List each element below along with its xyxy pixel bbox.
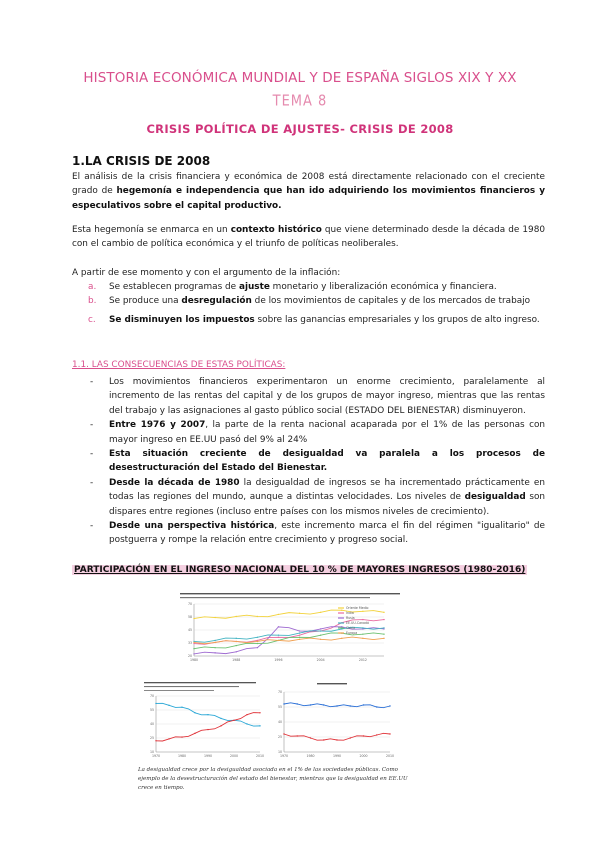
list-item-text: son dispares entre regiones (incluso entre países con los mismos niveles de crecimiento). (109, 492, 546, 517)
data-point (362, 627, 363, 628)
data-point (323, 739, 324, 740)
list-item-bold: Desde una perspectiva histórica (109, 521, 275, 532)
data-point (278, 626, 279, 627)
y-tick-label: 40 (149, 722, 154, 726)
paragraph-1 (72, 170, 545, 213)
list-item-text: monetario y liberalización económica y financiera. (269, 282, 497, 292)
x-tick-label: 1980 (306, 754, 315, 758)
y-tick-label: 70 (277, 690, 282, 694)
data-point (236, 651, 237, 652)
list-marker: - (90, 449, 94, 460)
data-point (297, 735, 298, 736)
series-line (194, 610, 384, 619)
x-tick-label: 1988 (232, 658, 241, 662)
y-tick-label: 45 (187, 628, 192, 632)
chart-header-lines (180, 593, 400, 598)
data-point (341, 626, 342, 627)
data-point (383, 619, 384, 620)
y-tick-label: 70 (149, 694, 154, 698)
y-tick-label: 25 (149, 736, 154, 740)
list-marker: - (90, 477, 94, 488)
data-point (259, 712, 260, 713)
y-tick-label: 58 (187, 615, 192, 619)
income-share-chart (180, 592, 416, 670)
data-point (320, 639, 321, 640)
x-tick-label: 1970 (279, 754, 289, 758)
legend-label: India (346, 611, 354, 616)
paragraph-2-bold: contexto histórico (230, 225, 322, 235)
data-point (383, 612, 384, 613)
paragraph-3: A partir de ese momento y con el argumento de la inflación: (72, 268, 341, 278)
list-item-bold: ajuste (238, 282, 270, 292)
data-point (220, 718, 221, 719)
data-point (257, 647, 258, 648)
data-point (383, 633, 384, 634)
x-tick-label: 2000 (359, 754, 368, 758)
list-item-text: sobre las ganancias empresariales y los grupos de alto ingreso. (254, 314, 540, 325)
data-point (236, 645, 237, 646)
list-item (72, 313, 545, 327)
data-point (299, 630, 300, 631)
list-item (72, 519, 545, 548)
list-item (72, 418, 545, 447)
y-tick-label: 55 (149, 708, 154, 712)
data-point (376, 706, 377, 707)
x-tick-label: 2000 (229, 754, 239, 758)
chart-header-lines (317, 683, 347, 684)
legend-label: China (346, 626, 356, 631)
x-tick-label: 1996 (274, 658, 283, 662)
data-point (320, 612, 321, 613)
x-tick-label: 1980 (177, 754, 187, 758)
data-point (214, 647, 215, 648)
section-heading-crisis-2008: 1.LA CRISIS DE 2008 (72, 154, 211, 168)
data-point (194, 733, 195, 734)
paragraph-1-bold: hegemonía e independencia que han ido adquiriendo los movimientos financieros y especulativos sobre el capital productivo. (72, 186, 545, 211)
x-tick-label: 2012 (358, 658, 367, 662)
data-point (257, 616, 258, 617)
data-point (207, 729, 208, 730)
data-point (193, 653, 194, 654)
data-point (350, 705, 351, 706)
list-item-bold: desigualdad (464, 492, 526, 503)
y-tick-label: 25 (277, 735, 282, 739)
list-marker: - (90, 521, 94, 532)
paragraph-2-text-a: Esta hegemonía se enmarca en un (72, 225, 231, 235)
x-tick-label: 2010 (385, 754, 394, 758)
data-point (168, 705, 169, 706)
data-point (214, 617, 215, 618)
x-tick-label: 1990 (203, 754, 213, 758)
data-point (310, 737, 311, 738)
subsection-heading-consecuencias: 1.1. LAS CONSECUENCIAS DE ESTAS POLÍTICAS: (72, 360, 286, 370)
paragraph-2-text-c: que viene determinado desde la década de 1980 con el cambio de política económica y el triunfo de políticas neoliberales. (72, 225, 545, 250)
data-point (389, 705, 390, 706)
consequences-list (72, 375, 545, 548)
y-tick-label: 55 (277, 705, 282, 709)
paragraph-2 (72, 223, 545, 252)
list-item (72, 294, 545, 308)
list-item-text: Se produce una (109, 296, 182, 307)
legend-label: EE.UU-Canadá (346, 621, 369, 626)
data-point (155, 740, 156, 741)
list-item (72, 447, 545, 476)
data-point (350, 737, 351, 738)
data-point (246, 714, 247, 715)
list-item-text: Los movimientos financieros experimentaron un enorme crecimiento, paralelamente al incremento de las rentas del capital y de los grupos de mayor ingreso, mientras que las rentas del trabajo y las asignaciones al gasto público social (ESTADO DEL BIENESTAR) disminuyeron. (109, 377, 545, 416)
data-point (362, 633, 363, 634)
data-point (336, 705, 337, 706)
document-title: HISTORIA ECONÓMICA MUNDIAL Y DE ESPAÑA SIGLOS XIX Y XX (83, 70, 517, 86)
list-item-text: Se establecen programas de (109, 282, 239, 292)
x-tick-label: 2004 (316, 658, 325, 662)
data-point (362, 638, 363, 639)
x-tick-label: 1980 (189, 658, 199, 662)
data-point (320, 635, 321, 636)
data-point (376, 734, 377, 735)
data-point (236, 616, 237, 617)
data-point (297, 703, 298, 704)
data-point (259, 725, 260, 726)
data-point (214, 652, 215, 653)
series-line (156, 713, 260, 741)
tema-subtitle: CRISIS POLÍTICA DE AJUSTES- CRISIS DE 2008 (146, 122, 454, 136)
data-point (257, 643, 258, 644)
data-point (299, 637, 300, 638)
data-point (389, 733, 390, 734)
chart-header-lines (144, 682, 256, 691)
legend-label: Rusia (346, 616, 355, 621)
data-point (299, 635, 300, 636)
data-point (336, 739, 337, 740)
y-tick-label: 10 (149, 750, 154, 754)
data-point (207, 714, 208, 715)
legend-label: Europa (346, 631, 358, 636)
data-point (236, 638, 237, 639)
y-tick-label: 10 (277, 750, 282, 754)
data-point (155, 703, 156, 704)
list-item-bold: Se disminuyen los impuestos (109, 314, 255, 325)
data-point (283, 733, 284, 734)
data-point (278, 640, 279, 641)
data-point (233, 720, 234, 721)
alpha-list (72, 280, 545, 327)
list-item-bold: desregulación (181, 296, 252, 307)
data-point (220, 725, 221, 726)
inequality-chart-right (272, 680, 394, 762)
data-point (323, 704, 324, 705)
list-item-bold: Esta situación creciente de desigualdad va paralela a los procesos de desestructuración del Estado del Bienestar. (109, 449, 545, 474)
list-marker: b. (88, 296, 97, 307)
data-point (193, 642, 194, 643)
tema-label: TEMA 8 (272, 92, 328, 111)
data-point (299, 632, 300, 633)
data-point (283, 703, 284, 704)
data-point (246, 723, 247, 724)
inequality-chart-left (144, 680, 264, 762)
x-tick-label: 1990 (332, 754, 342, 758)
list-marker: - (90, 377, 94, 387)
data-point (168, 738, 169, 739)
participation-title: PARTICIPACIÓN EN EL INGRESO NACIONAL DEL 10 % DE MAYORES INGRESOS (1980-2016) (74, 565, 526, 575)
data-point (214, 642, 215, 643)
data-point (341, 638, 342, 639)
list-item (72, 476, 545, 519)
list-item-text: , este incremento marca el fin del régimen "igualitario" de postguerra y rompe la relación entre crecimiento y progreso social. (109, 521, 545, 546)
data-point (214, 640, 215, 641)
list-item-text: la desigualdad de ingresos se ha incrementado prácticamente en todas las regiones del mundo, aunque a distintas velocidades. Los niveles de (109, 477, 546, 503)
data-point (257, 637, 258, 638)
data-point (363, 704, 364, 705)
data-point (193, 618, 194, 619)
data-point (383, 638, 384, 639)
data-point (236, 641, 237, 642)
data-point (299, 613, 300, 614)
y-tick-label: 70 (187, 602, 192, 606)
data-point (320, 630, 321, 631)
list-marker: c. (88, 314, 96, 325)
data-point (363, 735, 364, 736)
y-tick-label: 20 (187, 654, 192, 658)
paragraph-1-text: El análisis de la crisis financiera y económica de 2008 está directamente relacionado con el creciente grado de (72, 172, 545, 197)
list-item-bold: Entre 1976 y 2007 (109, 420, 206, 431)
y-tick-label: 33 (187, 641, 192, 645)
figure-caption: La desigualdad crece por la desigualdad asociada en el 1% de las sociedades públicas. Como ejemplo de la desestructuración del estado del bienestar, mientras que la desigualdad en EE.UU crece en tiempo. (138, 767, 408, 791)
data-point (257, 641, 258, 642)
data-point (310, 704, 311, 705)
data-point (341, 610, 342, 611)
data-point (193, 648, 194, 649)
x-tick-label: 2010 (255, 754, 264, 758)
data-point (278, 637, 279, 638)
x-tick-label: 1970 (151, 754, 161, 758)
data-point (299, 639, 300, 640)
data-point (278, 635, 279, 636)
list-item-bold: Desde la década de 1980 (109, 477, 240, 488)
data-point (362, 619, 363, 620)
series-line (194, 637, 384, 644)
data-point (181, 736, 182, 737)
list-item-text: de los movimientos de capitales y de los mercados de trabajo (251, 296, 531, 307)
data-point (194, 712, 195, 713)
list-item (72, 280, 545, 294)
data-point (278, 614, 279, 615)
data-point (181, 707, 182, 708)
list-marker: - (90, 420, 94, 431)
list-item (72, 375, 545, 418)
list-marker: a. (88, 282, 97, 292)
y-tick-label: 40 (277, 720, 282, 724)
data-point (362, 611, 363, 612)
legend-label: Oriente Medio (346, 606, 369, 611)
data-point (320, 628, 321, 629)
data-point (383, 627, 384, 628)
list-item-text: , la parte de la renta nacional acaparada por el 1% de las personas con mayor ingreso en EE.UU pasó del 9% al 24% (109, 420, 546, 445)
